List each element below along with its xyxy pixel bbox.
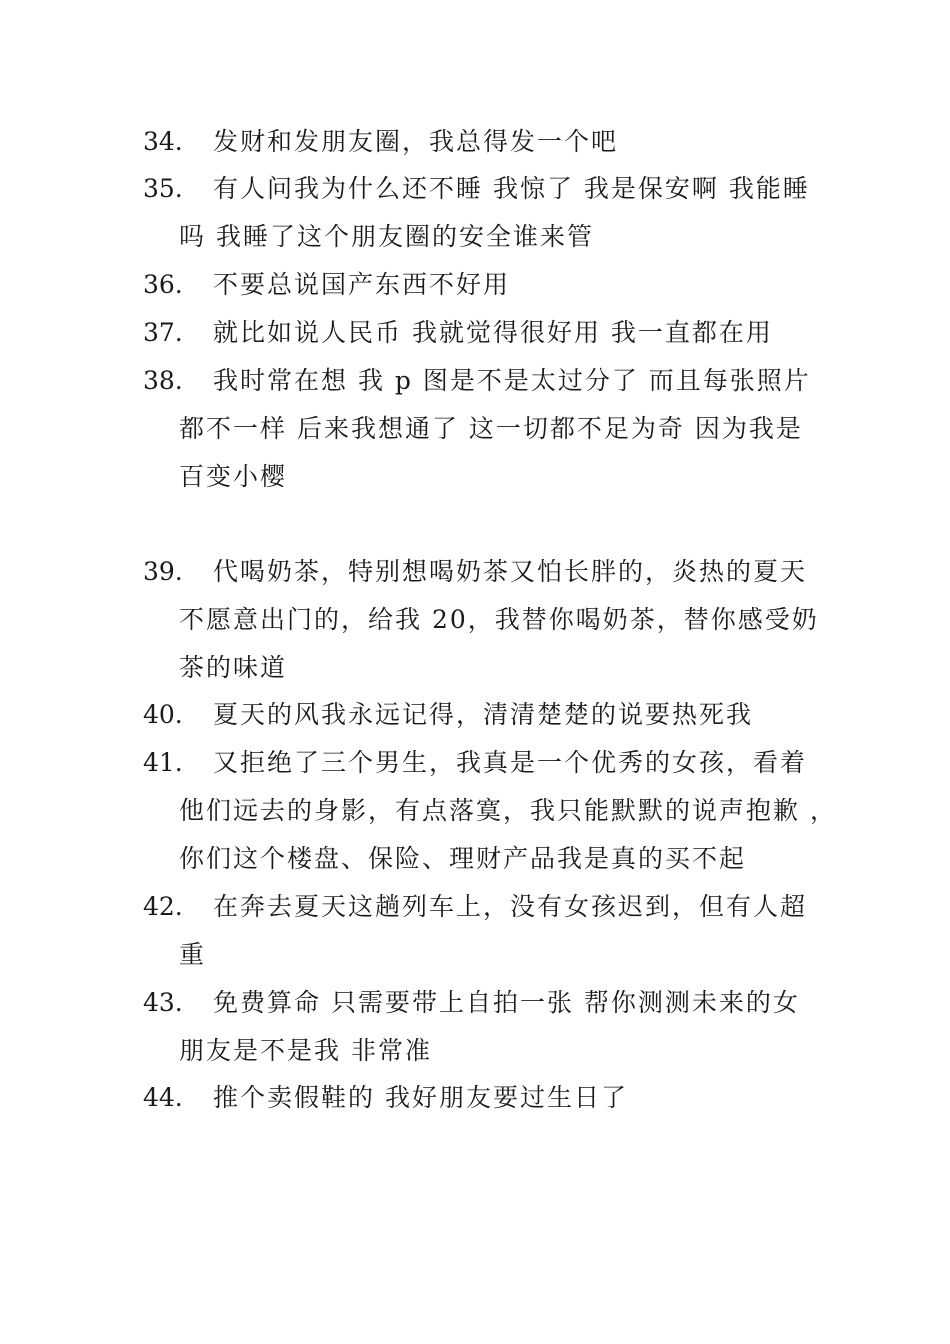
item-number: 43. (143, 988, 183, 1017)
item-text-line: 吗 我睡了这个朋友圈的安全谁来管 (179, 222, 594, 251)
item-number: 44. (143, 1083, 183, 1112)
item-text-line: 重 (179, 940, 207, 969)
item-text-line: 又拒绝了三个男生，我真是一个优秀的女孩，看着 (213, 748, 808, 777)
item-number: 38. (143, 366, 183, 395)
item-text-line: 推个卖假鞋的 我好朋友要过生日了 (213, 1083, 628, 1112)
item-text-line: 你们这个楼盘、保险、理财产品我是真的买不起 (179, 844, 747, 873)
item-text-line: 代喝奶茶，特别想喝奶茶又怕长胖的，炎热的夏天 (213, 557, 808, 586)
item-text-line: 不愿意出门的，给我 20，我替你喝奶茶，替你感受奶 (179, 605, 819, 634)
item-text-line: 免费算命 只需要带上自拍一张 帮你测测未来的女 (213, 988, 800, 1017)
item-text-line: 他们远去的身影，有点落寞，我只能默默的说声抱歉 ， (179, 796, 837, 825)
item-text-line: 百变小樱 (179, 462, 288, 491)
item-text-line: 不要总说国产东西不好用 (213, 270, 511, 299)
item-text-line: 就比如说人民币 我就觉得很好用 我一直都在用 (213, 318, 773, 347)
item-number: 36. (143, 270, 183, 299)
item-number: 39. (143, 557, 183, 586)
item-text-line: 夏天的风我永远记得，清清楚楚的说要热死我 (213, 700, 754, 729)
item-number: 37. (143, 318, 183, 347)
item-number: 34. (143, 127, 183, 156)
item-number: 42. (143, 892, 183, 921)
item-number: 41. (143, 748, 183, 777)
item-text-line: 发财和发朋友圈，我总得发一个吧 (213, 127, 619, 156)
item-text-line: 茶的味道 (179, 653, 288, 682)
item-number: 40. (143, 700, 183, 729)
item-text-line: 我时常在想 我 p 图是不是太过分了 而且每张照片 (213, 366, 811, 395)
item-text-line: 朋友是不是我 非常准 (179, 1036, 432, 1065)
item-text-line: 有人问我为什么还不睡 我惊了 我是保安啊 我能睡 (213, 174, 810, 203)
item-text-line: 都不一样 后来我想通了 这一切都不足为奇 因为我是 (179, 414, 803, 443)
item-number: 35. (143, 174, 183, 203)
item-text-line: 在奔去夏天这趟列车上，没有女孩迟到，但有人超 (213, 892, 808, 921)
